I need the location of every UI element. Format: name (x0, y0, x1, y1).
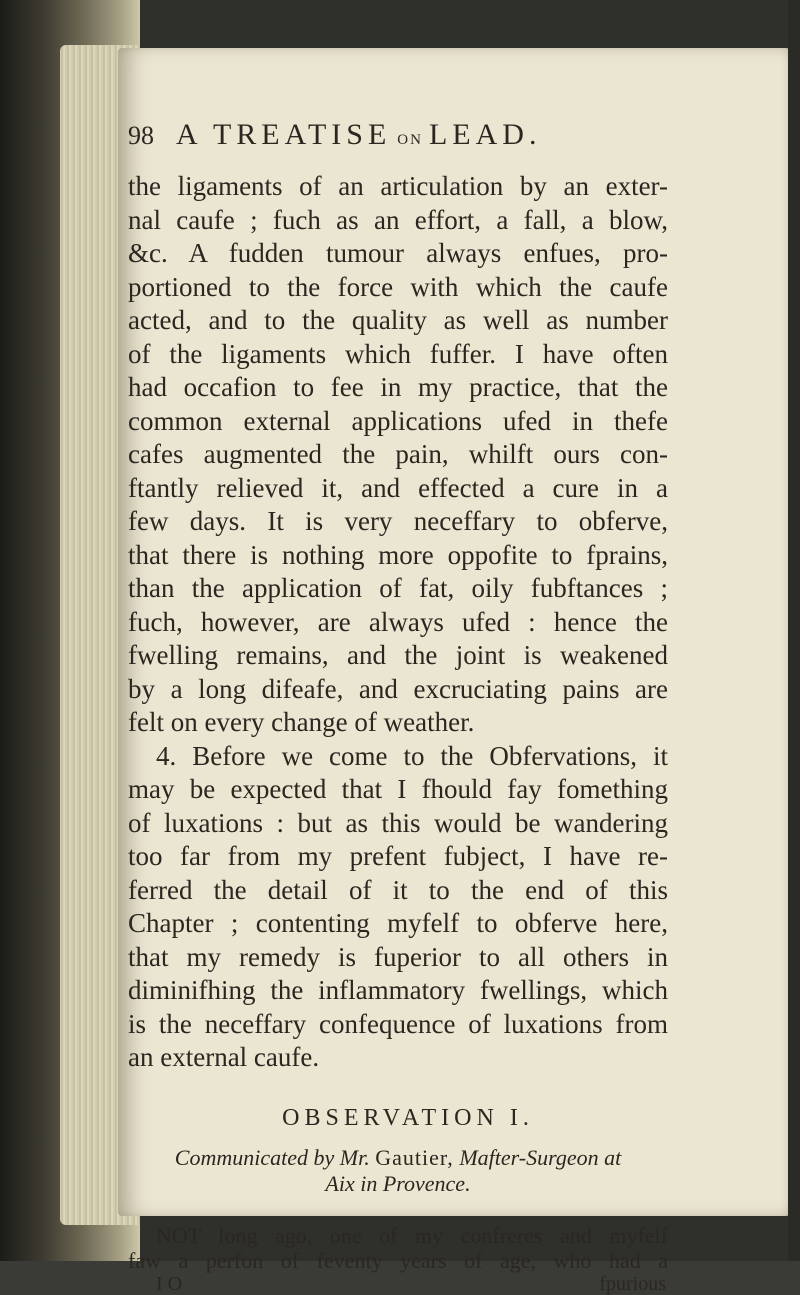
body-text (128, 170, 668, 1075)
section-title: OBSERVATION I. (282, 1104, 534, 1131)
text-line: 4. Before we come to the Obfervations, it (156, 740, 668, 771)
text-line: few days. It is very neceffary to obferve, (128, 506, 668, 536)
text-line: nal caufe ; fuch as an effort, a fall, a blow, (128, 204, 668, 235)
text-line: portioned to the force with which the caufe (128, 271, 668, 302)
text-line: that my remedy is fuperior to all others in (128, 941, 668, 972)
text-line: acted, and to the quality as well as number (128, 305, 668, 335)
text-line: may be expected that I fhould fay fomething (128, 774, 668, 804)
text-line: ferred the detail of it to the end of this (128, 874, 668, 905)
text-line: than the application of fat, oily fubftances ; (128, 573, 668, 603)
text-line: felt on every change of weather. (128, 707, 475, 737)
section-subtitle (128, 1145, 668, 1197)
text-line: of luxations : but as this would be wandering (128, 807, 668, 838)
text-line: had occafion to fee in my practice, that the (128, 372, 668, 402)
page-header (128, 118, 668, 166)
running-head (176, 118, 541, 152)
text-line: fwelling remains, and the joint is weakened (128, 640, 668, 670)
text-line: Chapter ; contenting myfelf to obferve here, (128, 908, 668, 938)
text-line: diminifhing the inflammatory fwellings, which (128, 975, 668, 1005)
page-number: 98 (128, 121, 154, 150)
text-line: &c. A fudden tumour always enfues, pro- (128, 238, 668, 268)
page-footer (128, 1273, 668, 1295)
text-line: too far from my prefent fubject, I have re- (128, 841, 668, 871)
text-line: the ligaments of an articulation by an exter- (128, 171, 668, 201)
text-line: that there is nothing more oppofite to fprains, (128, 539, 668, 570)
running-head-subject: LEAD. (428, 118, 542, 151)
text-line: by a long difeafe, and excruciating pains are (128, 673, 668, 704)
text-line: ftantly relieved it, and effected a cure in a (128, 472, 668, 503)
running-head-on: ON (397, 132, 423, 148)
right-edge (788, 0, 800, 1261)
signature-mark: I O (156, 1272, 183, 1295)
observation-text (128, 1223, 668, 1273)
text-line: of the ligaments which fuffer. I have often (128, 338, 668, 369)
subtitle-line-2: Aix in Provence. (325, 1170, 471, 1196)
subtitle-line-1 (128, 1145, 668, 1171)
text-line: common external applications ufed in thefe (128, 405, 668, 436)
text-line: NOT long ago, one of my confreres and myfelf (156, 1222, 668, 1248)
subtitle-name: Gautier, (375, 1144, 454, 1170)
page-content (128, 118, 668, 1295)
subtitle-suffix: Mafter-Surgeon at (459, 1144, 622, 1170)
catchword: fpurious (599, 1272, 666, 1295)
text-line: cafes augmented the pain, whilft ours con- (128, 439, 668, 469)
running-head-title: A TREATISE (176, 118, 392, 151)
subtitle-prefix: Communicated by Mr. (174, 1144, 370, 1170)
text-line: faw a perfon of feventy years of age, who had a (128, 1247, 668, 1273)
text-line: is the neceffary confequence of luxations from (128, 1008, 668, 1039)
text-line: fuch, however, are always ufed : hence the (128, 606, 668, 637)
text-line: an external caufe. (128, 1042, 320, 1072)
